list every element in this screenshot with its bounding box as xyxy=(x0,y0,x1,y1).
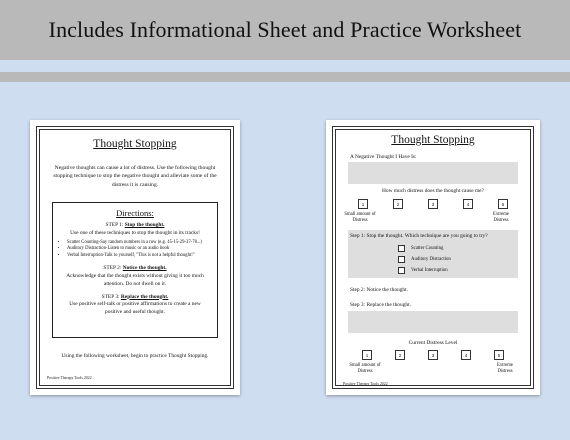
banner xyxy=(0,0,570,60)
practice-worksheet xyxy=(326,120,540,395)
step3-name: Replace the thought. xyxy=(120,293,169,300)
technique-option[interactable] xyxy=(398,245,443,252)
technique-option[interactable] xyxy=(398,256,451,263)
replacement-thought-field[interactable] xyxy=(348,311,518,333)
distress-question: How much distress does the thought cause me? xyxy=(382,188,484,194)
checkbox[interactable] xyxy=(398,245,405,252)
step2-text: Acknowledge that the thought exists without giving it too much attention. Do not dwell on it. xyxy=(66,272,204,287)
negative-thought-label: A Negative Thought I Have Is: xyxy=(350,154,417,160)
technique-item: • Scatter Counting-Say random numbers in a row (e.g. 45-15-29-37-78...) xyxy=(67,240,211,247)
low-distress-label: Small amount of Distress xyxy=(344,212,376,224)
sheet-footer: Positive Therapy Tools 2022 xyxy=(47,376,92,380)
step2-prompt: Step 2: Notice the thought. xyxy=(350,287,408,293)
technique-option-label: Scatter Counting xyxy=(411,246,444,251)
technique-item: • Verbal Interruption-Talk to yourself, "This is not a helpful thought!" xyxy=(67,253,211,260)
current-distress-scale xyxy=(348,350,518,360)
sheet-footer: Positive Therapy Tools 2022 xyxy=(343,382,388,386)
current-level-label: Current Distress Level xyxy=(408,340,458,346)
scale-box-3[interactable]: 3 xyxy=(428,199,438,209)
step2-name: Notice the thought. xyxy=(122,265,167,272)
step3-label: STEP 3: xyxy=(101,293,121,300)
checkbox[interactable] xyxy=(398,267,405,274)
step2-heading xyxy=(53,265,217,273)
high-distress-label: Extreme Distress xyxy=(493,212,509,224)
step1-prompt: Step 1: Stop the thought. Which technique are you going to try? xyxy=(350,233,488,239)
directions-heading: Directions: xyxy=(116,208,154,218)
informational-sheet xyxy=(30,120,240,395)
checkbox[interactable] xyxy=(398,256,405,263)
step1-text: Use one of these techniques to stop the thought in its tracks! xyxy=(70,229,200,236)
step2-label: STEP 2: xyxy=(103,265,123,272)
banner-title: Includes Informational Sheet and Practice Worksheet xyxy=(48,17,522,42)
scale-box-2[interactable]: 2 xyxy=(395,350,405,360)
step3-prompt: Step 3: Replace the thought. xyxy=(350,302,411,308)
scale-box-1[interactable]: 1 xyxy=(362,350,372,360)
technique-list xyxy=(53,240,217,260)
high-distress-label: Extreme Distress xyxy=(497,363,513,375)
negative-thought-field[interactable] xyxy=(348,162,518,184)
scale-box-1[interactable]: 1 xyxy=(358,199,368,209)
sheet-title: Thought Stopping xyxy=(93,138,177,150)
intro-text: Negative thoughts can cause a lot of distress. Use the following thought stopping technique to stop the negative thought and alleviate some of the distress it is causing. xyxy=(53,165,217,188)
scale-box-5[interactable]: 5 xyxy=(494,350,504,360)
step1-heading xyxy=(53,222,217,230)
scale-box-4[interactable]: 4 xyxy=(463,199,473,209)
distress-scale xyxy=(348,199,518,209)
technique-option-label: Auditory Distraction xyxy=(411,257,451,262)
technique-option[interactable] xyxy=(398,267,448,274)
outro-text: Using the following worksheet, begin to practice Thought Stopping. xyxy=(61,353,209,359)
technique-option-label: Verbal Interruption xyxy=(411,268,448,273)
scale-box-3[interactable]: 3 xyxy=(428,350,438,360)
worksheet-title: Thought Stopping xyxy=(391,134,475,146)
scale-box-4[interactable]: 4 xyxy=(461,350,471,360)
banner-stripe xyxy=(0,72,570,82)
step1-label: STEP 1: xyxy=(105,222,125,228)
step3-text: Use positive self-talk or positive affirmations to create a new positive and useful thought. xyxy=(69,301,201,316)
low-distress-label: Small amount of Distress xyxy=(349,363,381,375)
scale-box-5[interactable]: 5 xyxy=(498,199,508,209)
scale-box-2[interactable]: 2 xyxy=(393,199,403,209)
step1-name: Stop the thought. xyxy=(124,222,165,228)
technique-item: • Auditory Distraction-Listen to music or an audio book xyxy=(67,246,211,253)
directions-box xyxy=(52,202,218,338)
